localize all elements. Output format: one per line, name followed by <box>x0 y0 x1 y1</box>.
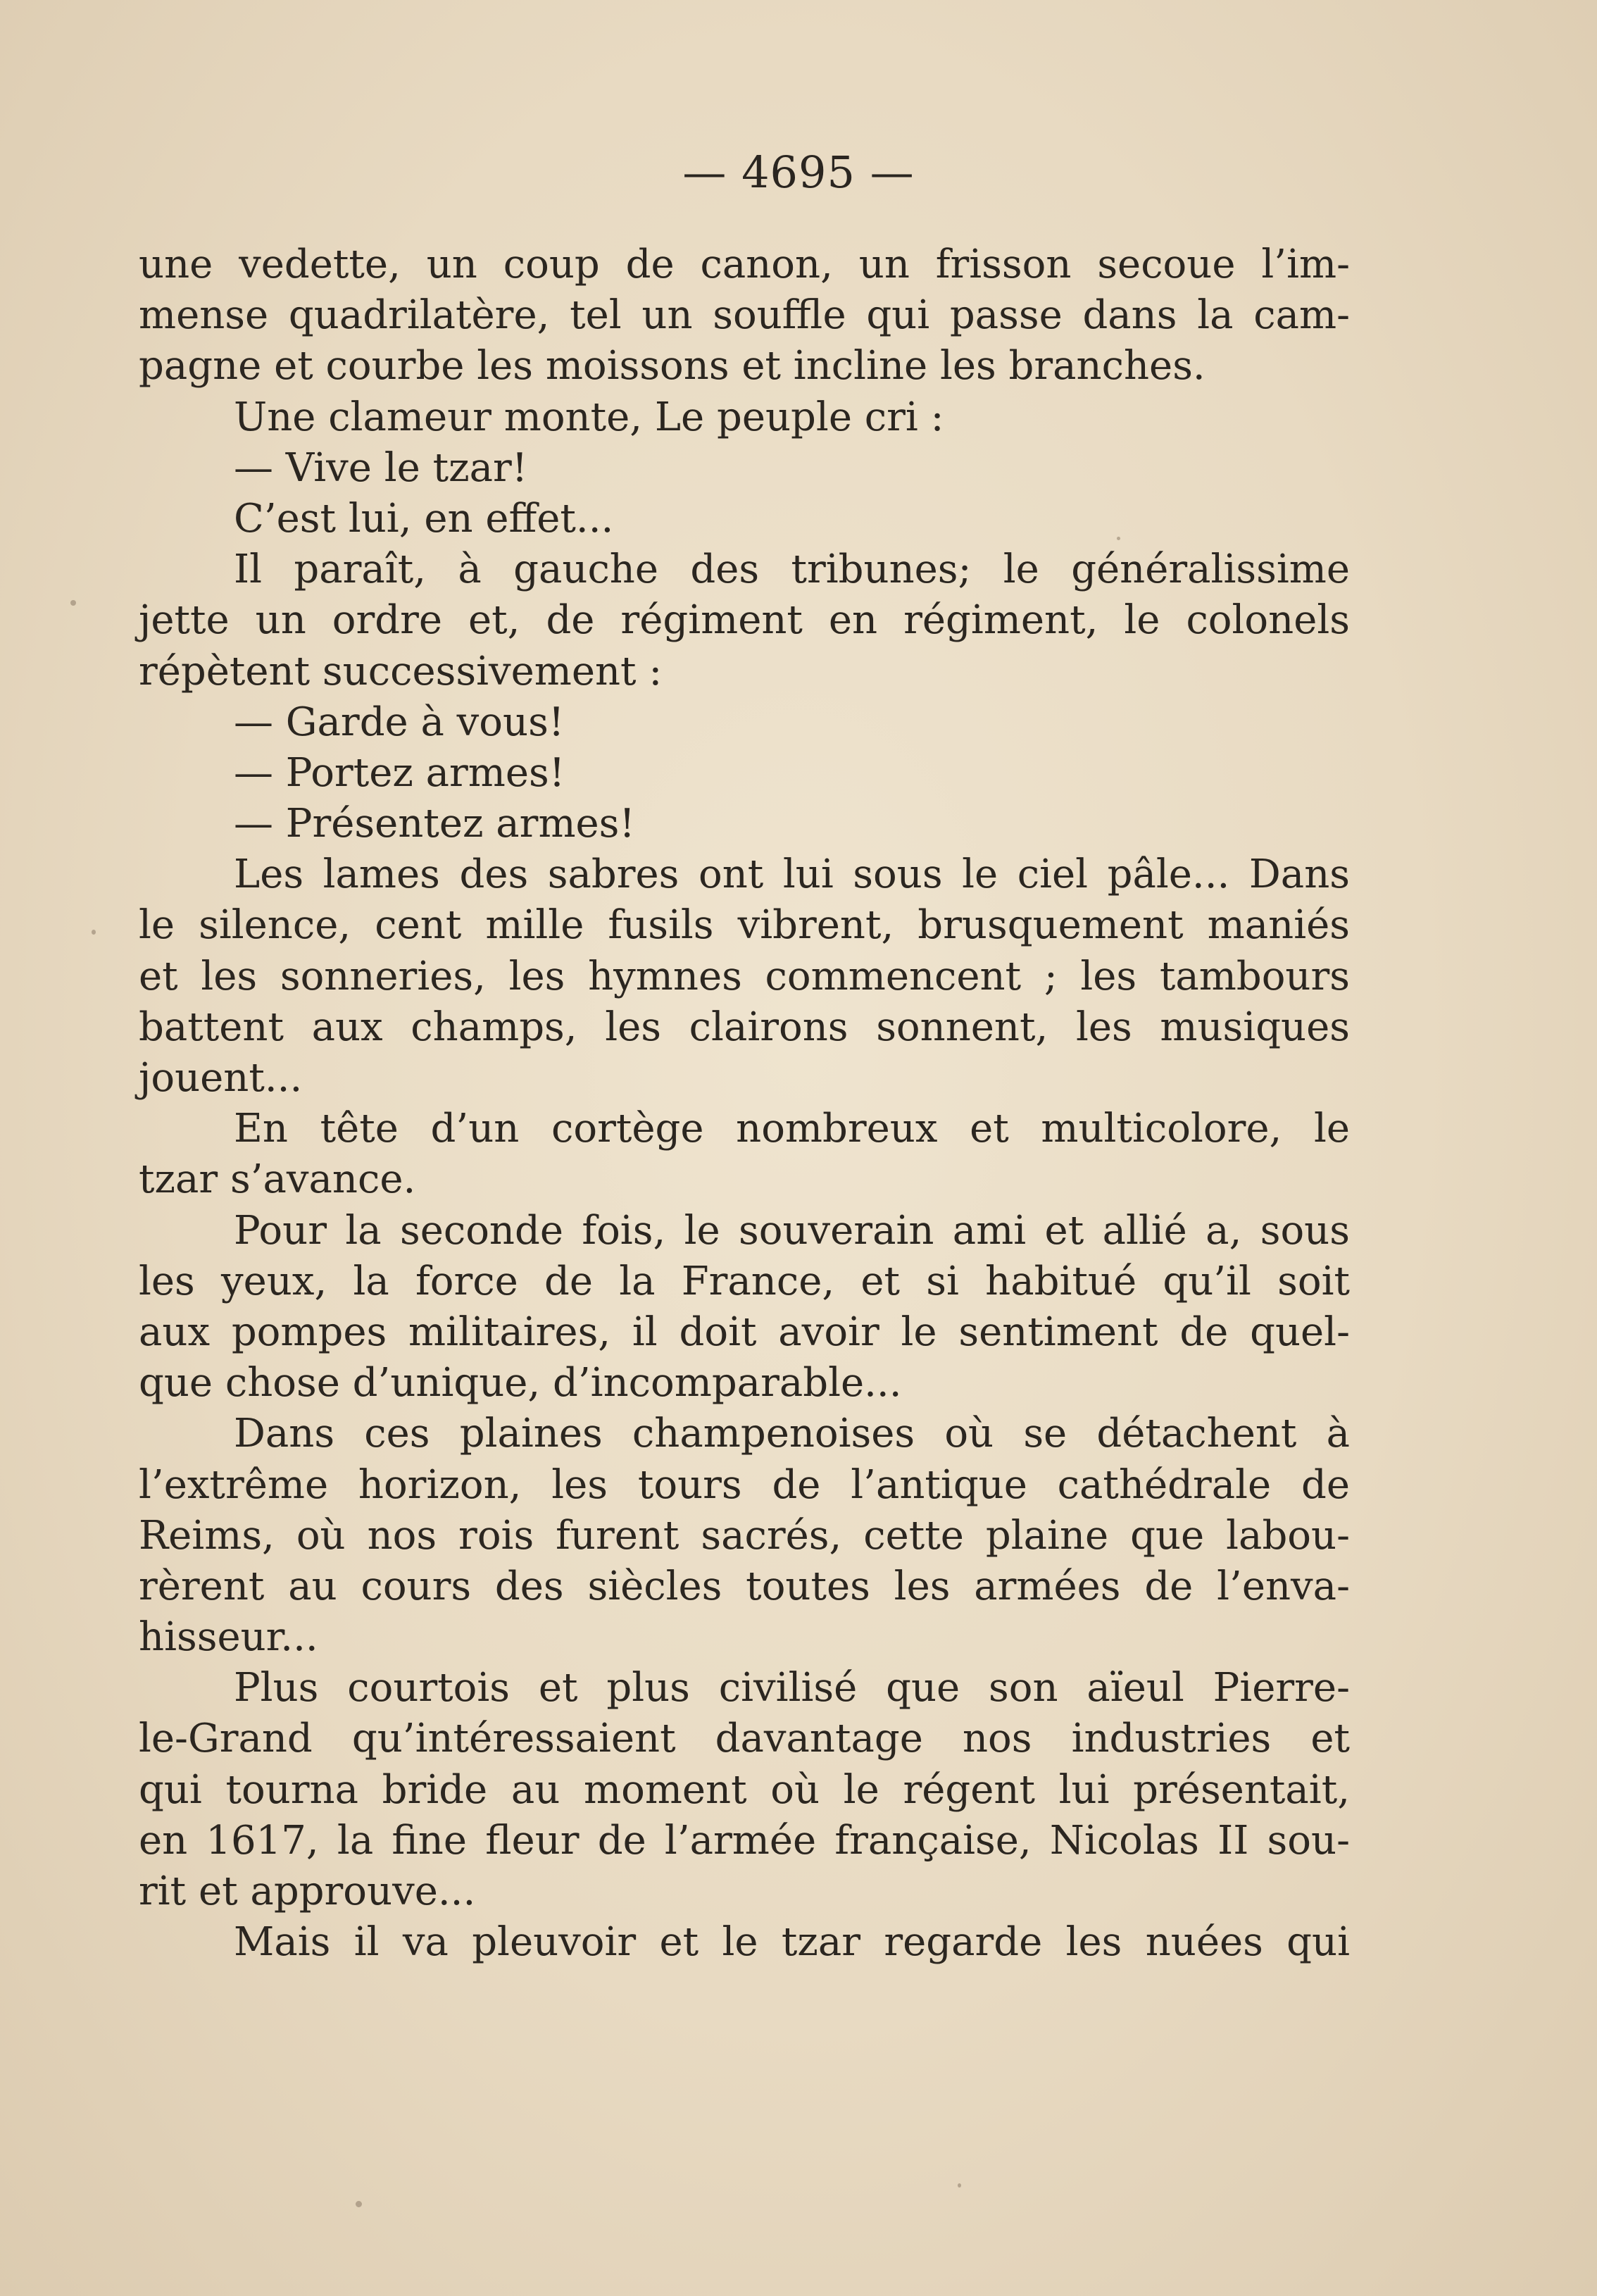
text-line: — Présentez armes! <box>234 801 635 847</box>
text-line: les yeux, la force de la France, et si habitué qu’il soit <box>139 1258 1350 1304</box>
paper-speck <box>356 2201 362 2207</box>
text-line: — Garde à vous! <box>234 699 565 745</box>
text-line: en 1617, la fine fleur de l’armée française, Nicolas II sou- <box>139 1817 1350 1864</box>
text-line: qui tourna bride au moment où le régent lui présentait, <box>139 1766 1350 1813</box>
text-line: Reims, où nos rois furent sacrés, cette plaine que labou- <box>139 1512 1350 1559</box>
text-line: aux pompes militaires, il doit avoir le sentiment de quel- <box>139 1309 1350 1355</box>
text-line: jouent... <box>139 1055 303 1101</box>
paper-speck <box>70 600 76 606</box>
text-line: hisseur... <box>139 1614 318 1661</box>
paper-speck <box>958 2183 961 2188</box>
text-line: Il paraît, à gauche des tribunes; le généralissime <box>234 547 1350 593</box>
text-line: Les lames des sabres ont lui sous le ciel pâle... Dans <box>234 851 1350 898</box>
text-line: — Portez armes! <box>234 749 565 796</box>
text-line: C’est lui, en effet... <box>234 495 614 542</box>
text-line: Plus courtois et plus civilisé que son aïeul Pierre- <box>234 1665 1350 1711</box>
text-line: et les sonneries, les hymnes commencent ; les tambours <box>139 953 1350 999</box>
text-line: En tête d’un cortège nombreux et multicolore, le <box>234 1106 1350 1152</box>
text-line: — Vive le tzar! <box>234 444 528 491</box>
text-line: l’extrême horizon, les tours de l’antique cathédrale de <box>139 1461 1350 1508</box>
text-line: une vedette, un coup de canon, un frisson secoue l’im- <box>139 242 1350 287</box>
text-line: Pour la seconde fois, le souverain ami et allié a, sous <box>234 1207 1350 1254</box>
page-number: — 4695 — <box>682 146 915 198</box>
text-line: mense quadrilatère, tel un souffle qui passe dans la cam- <box>139 292 1350 339</box>
text-line: rit et approuve... <box>139 1868 476 1914</box>
text-line: jette un ordre et, de régiment en régiment, le colonels <box>139 597 1350 644</box>
text-line: le-Grand qu’intéressaient davantage nos industries et <box>139 1716 1350 1762</box>
text-line: pagne et courbe les moissons et incline les branches. <box>139 343 1205 389</box>
text-line: rèrent au cours des siècles toutes les armées de l’enva- <box>139 1563 1350 1609</box>
text-line: tzar s’avance. <box>139 1156 416 1203</box>
text-line: le silence, cent mille fusils vibrent, brusquement maniés <box>139 902 1350 949</box>
text-line: que chose d’unique, d’incomparable... <box>139 1360 902 1406</box>
text-line: Mais il va pleuvoir et le tzar regarde les nuées qui <box>234 1919 1350 1966</box>
paper-speck <box>92 930 96 935</box>
text-line: Une clameur monte, Le peuple cri : <box>234 394 944 440</box>
text-line: battent aux champs, les clairons sonnent, les musiques <box>139 1004 1350 1050</box>
paper-speck <box>1117 537 1120 540</box>
text-line: Dans ces plaines champenoises où se détachent à <box>234 1411 1350 1457</box>
text-line: répètent successivement : <box>139 648 663 694</box>
page-body-text <box>139 239 1350 1968</box>
